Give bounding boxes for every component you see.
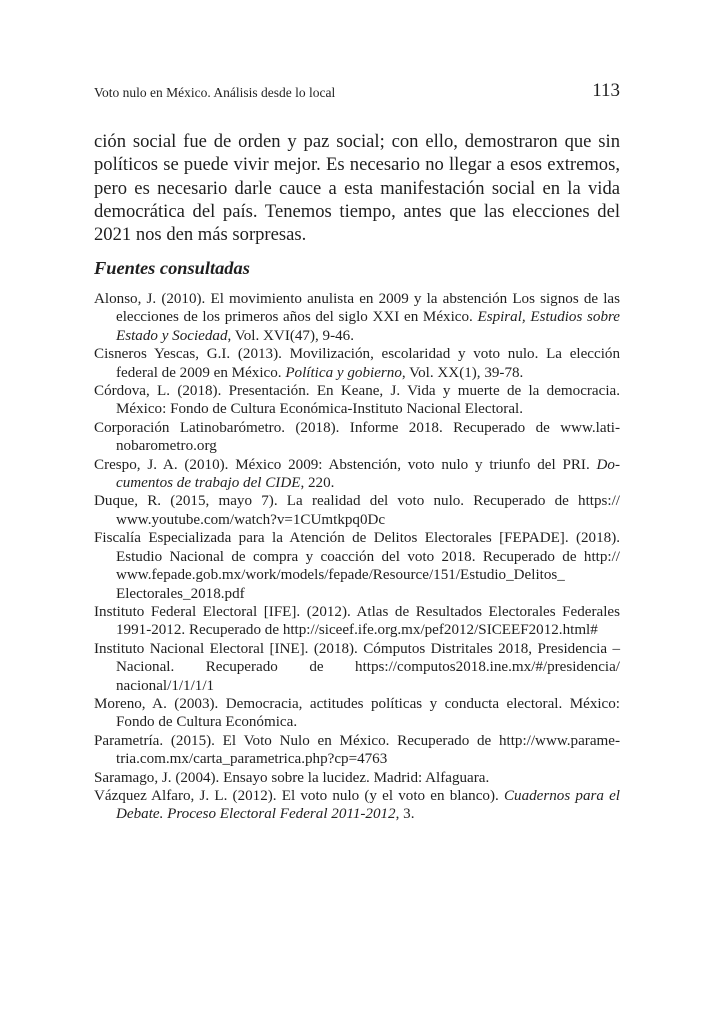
reference-text: Corporación Latinobarómetro. (2018). Informe 2018. Recuperado de www.latinobarometro.org (94, 419, 620, 455)
reference-text: Duque, R. (2015, mayo 7). La realidad del voto nulo. Recuperado de https://​www.youtube.com/watch?v=1CUmtkpq0Dc (94, 493, 620, 528)
reference-tail: , 3. (395, 806, 415, 823)
reference-text: Alonso, J. (2010). El movimiento anulista en 2009 y la abstención Los signos de las elecciones de los primeros años del siglo XXI en México. (94, 291, 620, 326)
reference-item (94, 345, 620, 382)
reference-item (94, 492, 620, 529)
reference-text: Saramago, J. (2004). Ensayo sobre la lucidez. Madrid: Alfaguara. (94, 769, 490, 786)
reference-title: Documentos de trabajo del CIDE (116, 456, 620, 492)
reference-tail: , 220. (300, 475, 335, 492)
section-heading: Fuentes consultadas (94, 258, 250, 278)
reference-tail: , Vol. XVI(47), 9-46. (227, 327, 354, 344)
reference-item (94, 640, 620, 695)
references-list (94, 290, 620, 824)
running-title: Voto nulo en México. Análisis desde lo local (94, 85, 336, 100)
reference-text: Instituto Federal Electoral [IFE]. (2012). Atlas de Resultados Electorales Federales 1991-2012. Recuperado de http://siceef.ife.org.mx/pef2012/SICEEF2012.​html# (94, 603, 620, 639)
running-header (94, 80, 620, 104)
reference-text: Fiscalía Especializada para la Atención de Delitos Electorales [FEPADE]. (2018). Estudio Nacional de compra y coacción del voto 2018. Recuperado de http://​www.fepade.gob.mx/work/models/fepade/Resource/151/Estudio_Delitos_​Electorales_2018.pdf (94, 530, 620, 602)
reference-title: Cuadernos para el Debate. Proceso Electoral Federal 2011-2012 (116, 787, 620, 823)
reference-item (94, 419, 620, 456)
reference-item (94, 603, 620, 640)
reference-title: Espiral, Estudios sobre Estado y Sociedad (116, 309, 621, 344)
reference-text: Parametría. (2015). El Voto Nulo en México. Recuperado de http://www.parametria.com.mx/carta_parametrica.php?cp=4763 (94, 732, 620, 768)
reference-title: Política y gobierno (285, 364, 402, 381)
reference-item (94, 769, 620, 787)
reference-item (94, 290, 620, 345)
reference-item (94, 695, 620, 732)
reference-item (94, 382, 620, 419)
reference-text: Cisneros Yescas, G.I. (2013). Movilización, escolaridad y voto nulo. La elección federal de 2009 en México. (94, 346, 620, 381)
reference-text: Vázquez Alfaro, J. L. (2012). El voto nulo (y el voto en blanco). (94, 787, 504, 804)
reference-item (94, 787, 620, 824)
body-paragraph: ción social fue de orden y paz social; con ello, demostraron que sin políticos se puede vivir mejor. Es necesario no llegar a esos extremos, pero es necesario darle cauce a esta manifestación social en la vida democrática del país. Tenemos tiempo, antes que las elecciones del 2021 nos den más sorpresas. (94, 131, 620, 246)
reference-tail: , Vol. XX(1), 39-78. (401, 364, 524, 381)
reference-text: Crespo, J. A. (2010). México 2009: Abstención, voto nulo y triunfo del PRI. (94, 456, 597, 473)
reference-item (94, 529, 620, 603)
reference-text: Moreno, A. (2003). Democracia, actitudes políticas y conducta electoral. México: Fondo de Cultura Económica. (94, 695, 620, 731)
page-number: 113 (592, 80, 620, 101)
reference-text: Instituto Nacional Electoral [INE]. (2018). Cómputos Distritales 2018, Presidencia – Nacional. Recuperado de https://computos2018.ine.mx/#/presidencia/​nacional/1/1/1/1 (94, 640, 620, 694)
reference-text: Córdova, L. (2018). Presentación. En Keane, J. Vida y muerte de la democracia. México: Fondo de Cultura Económica-Instituto Nacional Electoral. (94, 383, 620, 418)
reference-item (94, 456, 620, 493)
reference-item (94, 732, 620, 769)
